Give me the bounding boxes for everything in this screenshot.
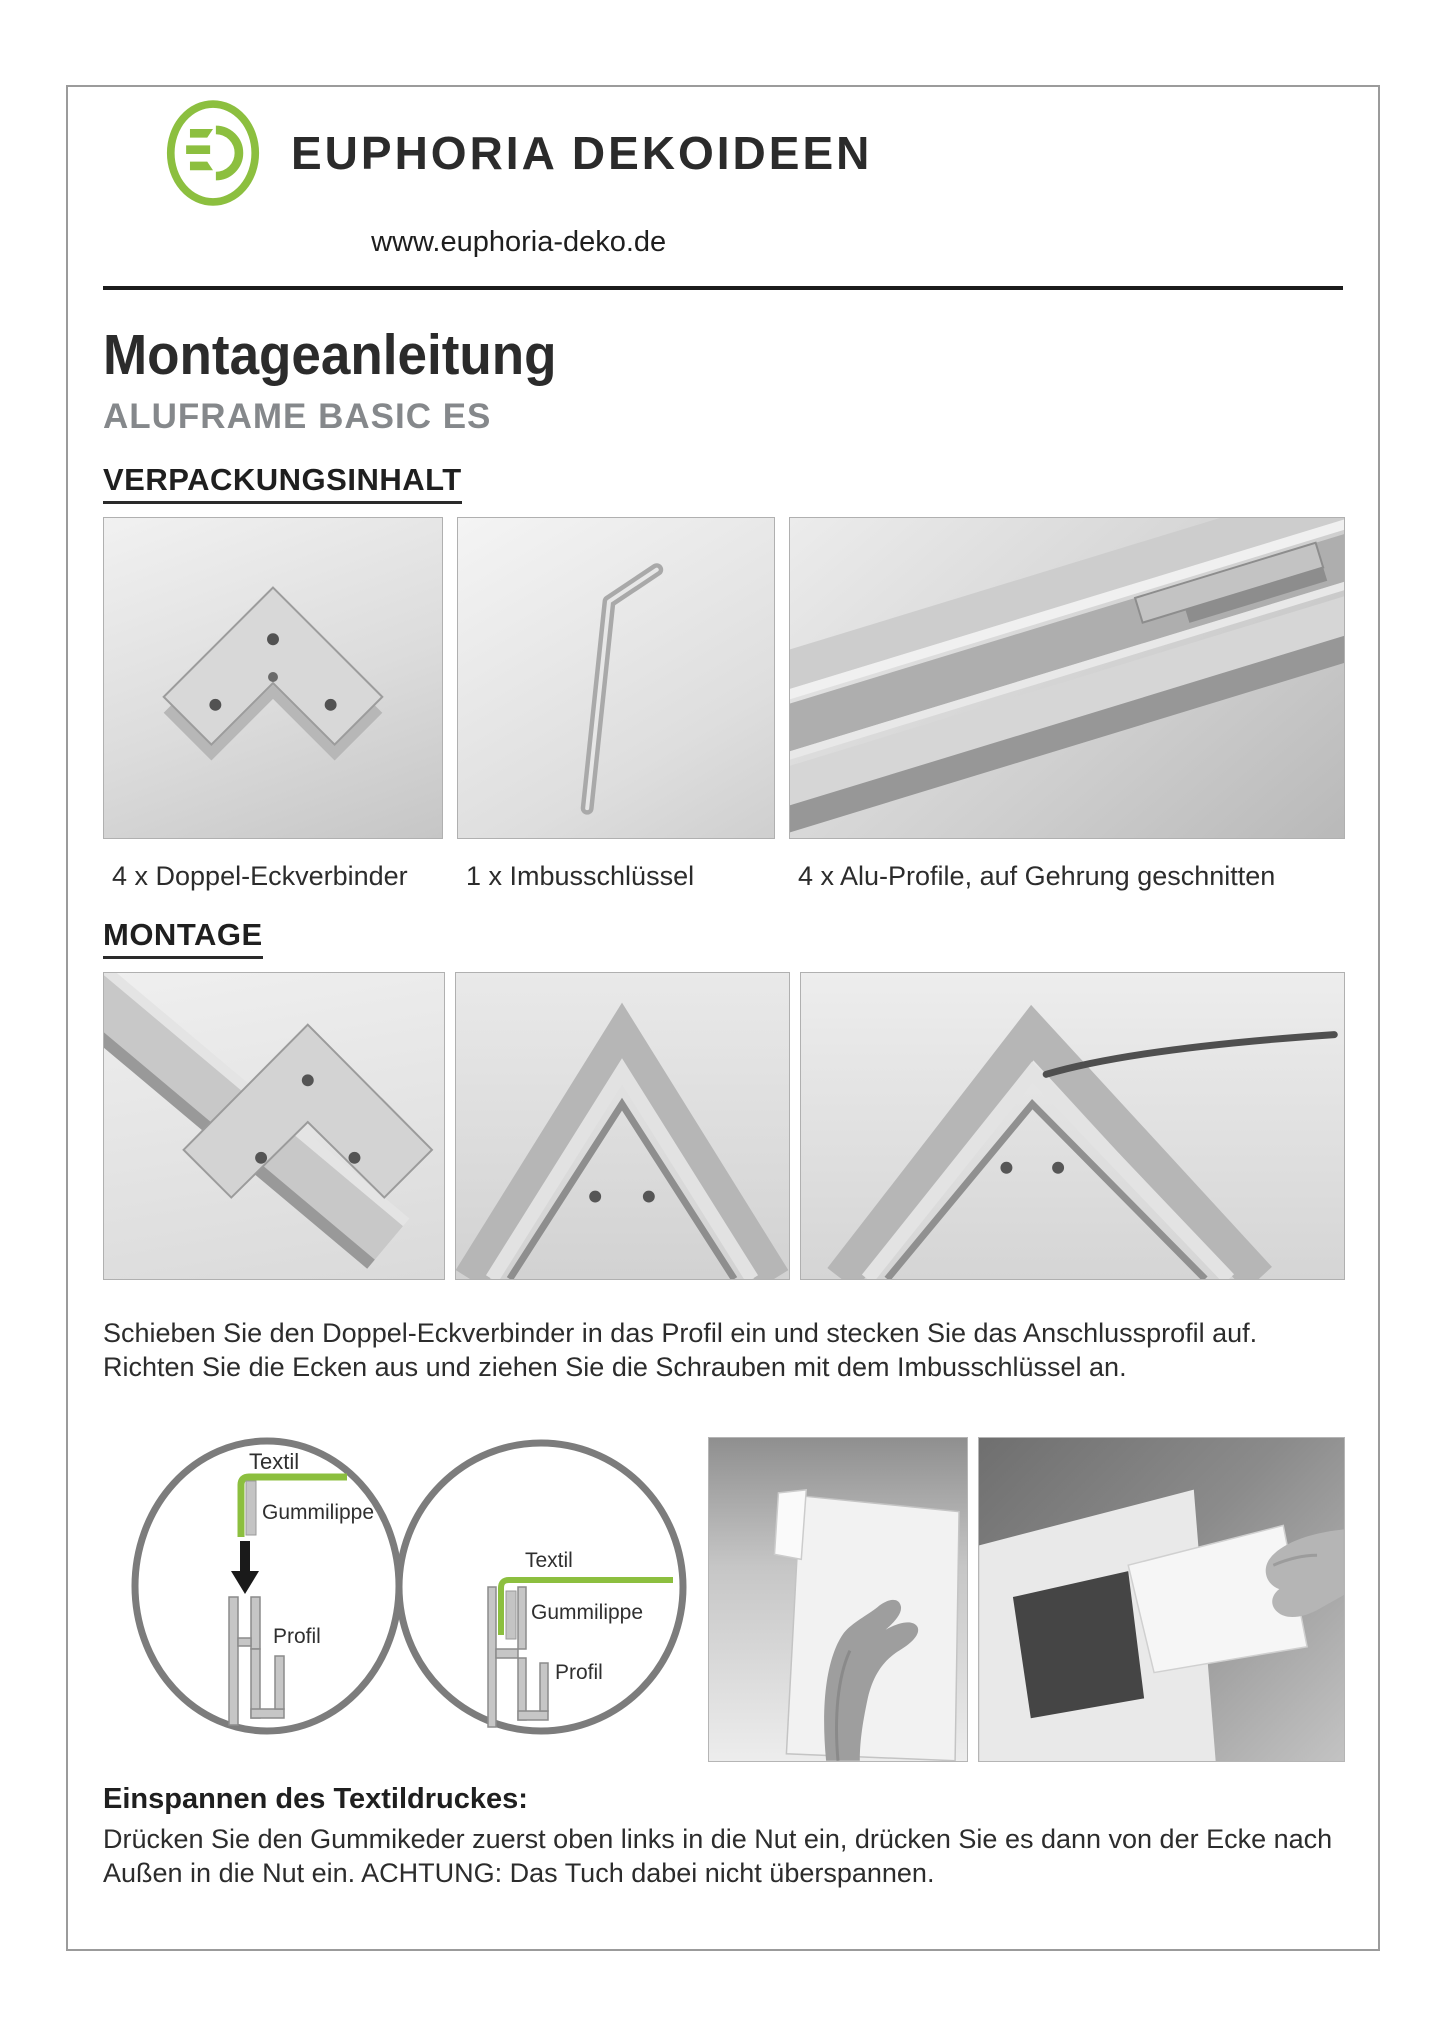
gummilippe-inserted-shape: [506, 1591, 516, 1639]
label-profil-1: Profil: [273, 1625, 321, 1648]
label-textil-1: Textil: [249, 1449, 300, 1474]
brand-logo-icon: [165, 97, 261, 209]
brand-row: [165, 97, 872, 209]
label-gummilippe-1: Gummilippe: [262, 1501, 375, 1524]
photo-tighten-allen-key: [800, 972, 1345, 1280]
product-name: ALUFRAME BASIC ES: [103, 397, 492, 436]
caption-doppel-eckverbinder: 4 x Doppel-Eckverbinder: [112, 861, 408, 891]
label-profil-2: Profil: [555, 1661, 603, 1684]
label-textil-2: Textil: [525, 1549, 573, 1572]
photo-press-fabric-into-groove: [708, 1437, 968, 1762]
gummilippe-shape: [246, 1481, 256, 1535]
profil-cross-section: [229, 1597, 284, 1725]
montage-photo-row: [103, 972, 1343, 1280]
arrow-down-icon: [231, 1541, 259, 1594]
section-heading-verpackungsinhalt: VERPACKUNGSINHALT: [103, 462, 462, 504]
brand-name: EUPHORIA DEKOIDEEN: [291, 127, 873, 179]
diagram-gummilippe-before-insert: [131, 1437, 402, 1735]
packaging-photo-row: [103, 517, 1343, 839]
textile-diagram-strip: [103, 1424, 1343, 1769]
section-heading-montage: MONTAGE: [103, 917, 263, 959]
packaging-captions: [103, 861, 1343, 892]
page-title: Montageanleitung: [103, 323, 557, 387]
divider: [103, 286, 1343, 290]
photo-doppel-eckverbinder: [103, 517, 443, 839]
photo-imbusschluessel: [457, 517, 775, 839]
document-sheet: [66, 85, 1380, 1951]
photo-connector-inserted: [103, 972, 445, 1280]
caption-alu-profile: 4 x Alu-Profile, auf Gehrung geschnitten: [798, 861, 1276, 891]
photo-tuck-fabric-at-corner: [978, 1437, 1345, 1762]
heading-einspannen: Einspannen des Textildruckes:: [103, 1783, 528, 1815]
diagram-gummilippe-inserted: [395, 1439, 687, 1735]
brand-website: www.euphoria-deko.de: [371, 226, 667, 258]
photo-corner-joined: [455, 972, 790, 1280]
textile-instructions: Drücken Sie den Gummikeder zuerst oben links in die Nut ein, drücken Sie es dann von der Ecke nach Außen in die Nut ein. ACHTUNG: Das Tuch dabei nicht überspannen.: [103, 1824, 1333, 1888]
photo-alu-profile: [789, 517, 1345, 839]
label-gummilippe-2: Gummilippe: [531, 1601, 644, 1624]
header: [165, 97, 872, 259]
montage-instructions: Schieben Sie den Doppel-Eckverbinder in das Profil ein und stecken Sie das Anschlussprofil auf. Richten Sie die Ecken aus und ziehen Sie die Schrauben mit dem Imbusschlüssel an.: [103, 1318, 1258, 1382]
caption-imbusschluessel: 1 x Imbusschlüssel: [466, 861, 695, 891]
